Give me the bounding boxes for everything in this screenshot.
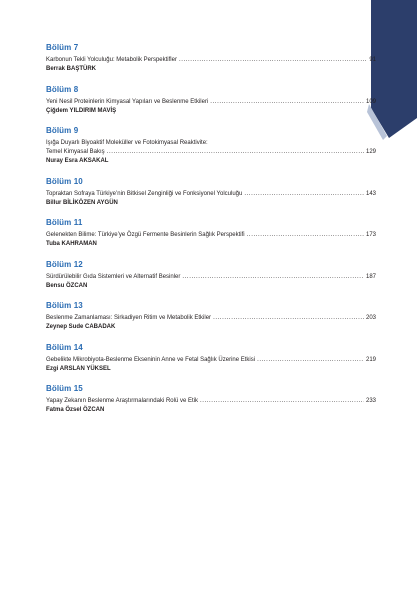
chapter-entry [46, 259, 376, 291]
chapter-entry [46, 176, 376, 208]
chapter-entry [46, 300, 376, 332]
page-number: 219 [365, 356, 376, 363]
chapter-entry [46, 42, 376, 74]
chapter-author: Zeynep Sude CABADAK [46, 324, 116, 330]
chapter-author: Fatma Özsel ÖZCAN [46, 407, 105, 413]
chapter-title: Temel Kimyasal Bakış [46, 149, 105, 155]
chapter-author: Bensu ÖZCAN [46, 282, 88, 289]
chapter-label: Bölüm 10 [46, 176, 83, 186]
dot-leader [200, 397, 364, 406]
page-number: 91 [369, 57, 376, 63]
chapter-author: Berrak BAŞTÜRK [46, 66, 97, 72]
chapter-label: Bölüm 7 [46, 43, 79, 52]
chapter-label: Bölüm 13 [46, 301, 83, 310]
chapter-title: Beslenme Zamanlaması: Sirkadiyen Ritim ve Metabolik Etkiler [46, 315, 212, 321]
chapter-author: Ezgi ARSLAN YÜKSEL [46, 365, 111, 372]
page-number: 187 [365, 273, 376, 280]
dot-leader [107, 148, 364, 157]
dot-leader [210, 98, 364, 107]
chapter-entry [46, 84, 376, 116]
page-number: 173 [365, 232, 376, 238]
chapter-label: Bölüm 9 [46, 126, 79, 135]
dot-leader [213, 314, 364, 323]
chapter-title: Yeni Nesil Proteinlerin Kimyasal Yapıları ve Beslenme Etkileri [46, 98, 209, 105]
dot-leader [247, 231, 364, 240]
chapter-label: Bölüm 12 [46, 259, 83, 269]
chapter-author: Billur BİLİKÖZEN AYGÜN [46, 199, 118, 206]
chapter-label: Bölüm 11 [46, 218, 83, 227]
chapter-title-line [46, 273, 376, 282]
chapter-title-first-line: Işığa Duyarlı Biyoaktif Moleküller ve Fotokimyasal Reaktivite: [46, 140, 208, 146]
chapter-title-line [46, 56, 376, 65]
chapter-label: Bölüm 15 [46, 384, 83, 393]
corner-ribbon-dark [371, 0, 417, 138]
chapter-title: Gebelikte Mikrobiyota-Beslenme Ekseninin Anne ve Fetal Sağlık Üzerine Etkisi [46, 356, 256, 363]
chapter-title: Sürdürülebilir Gıda Sistemleri ve Alternatif Besinler [46, 273, 181, 280]
table-of-contents [46, 42, 376, 425]
chapter-title-line [46, 231, 376, 240]
chapter-title: Yapay Zekanın Beslenme Araştırmalarındaki Rolü ve Etik [46, 398, 198, 404]
dot-leader [182, 273, 364, 282]
chapter-entry [46, 125, 376, 166]
page-number: 233 [365, 398, 376, 404]
chapter-title-line [46, 148, 376, 157]
chapter-title: Topraktan Sofraya Türkiye’nin Bitkisel Zenginliği ve Fonksiyonel Yolculuğu [46, 190, 243, 197]
chapter-label: Bölüm 14 [46, 342, 83, 352]
chapter-title: Karbonun Tekli Yolculuğu: Metabolik Perspektifler [46, 57, 177, 63]
chapter-title-line [46, 397, 376, 406]
chapter-entry [46, 342, 376, 374]
dot-leader [179, 56, 367, 65]
chapter-entry [46, 383, 376, 415]
dot-leader [257, 356, 364, 365]
chapter-author: Çiğdem YILDIRIM MAVİŞ [46, 107, 117, 114]
chapter-author: Tuba KAHRAMAN [46, 241, 97, 247]
chapter-title-line [46, 314, 376, 323]
page-number: 129 [365, 149, 376, 155]
chapter-label: Bölüm 8 [46, 84, 79, 94]
chapter-entry [46, 217, 376, 249]
chapter-title-line [46, 190, 376, 199]
page-number: 109 [365, 98, 376, 105]
chapter-title-line [46, 356, 376, 365]
page-number: 143 [365, 190, 376, 197]
chapter-author: Nuray Esra AKSAKAL [46, 158, 109, 164]
page-number: 203 [365, 315, 376, 321]
chapter-title-line [46, 98, 376, 107]
dot-leader [244, 190, 364, 199]
chapter-title: Gelenekten Bilime: Türkiye’ye Özgü Fermente Besinlerin Sağlık Perspektifi [46, 232, 245, 238]
